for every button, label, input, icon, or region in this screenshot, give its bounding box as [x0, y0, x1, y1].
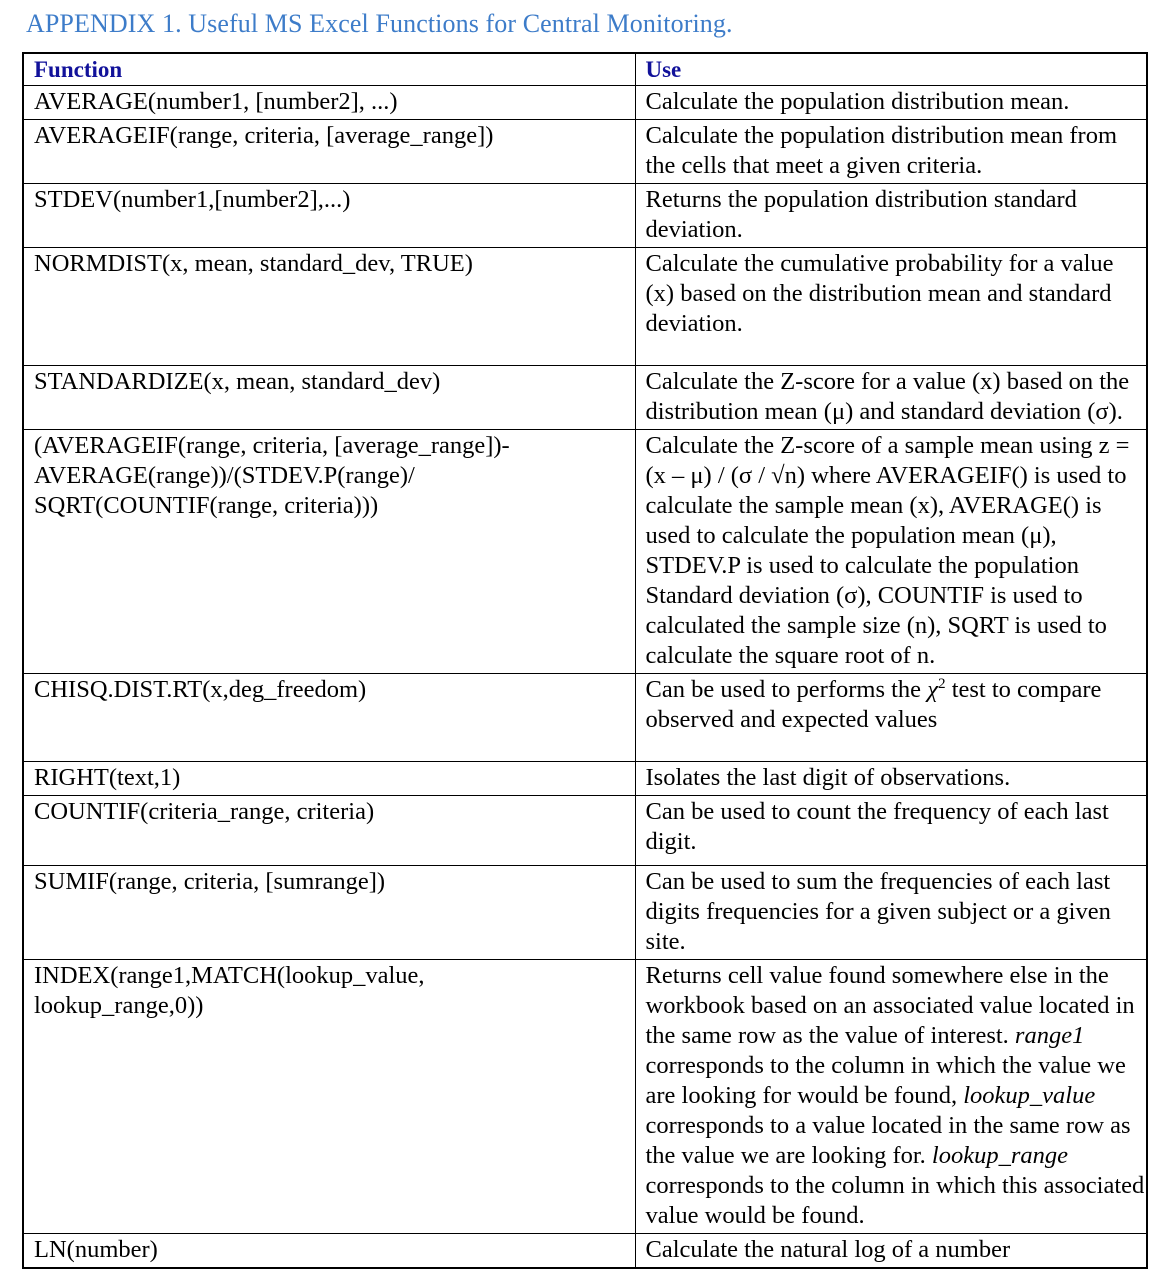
cell-function — [23, 960, 635, 1234]
function-text: RIGHT(text,1) — [34, 764, 181, 791]
cell-function — [23, 762, 635, 796]
function-line: lookup_range,0)) — [34, 992, 204, 1019]
use-text: corresponds to the column in which this associated value would be found. — [645, 1172, 1145, 1229]
cell-use — [635, 248, 1147, 366]
function-text: AVERAGEIF(range, criteria, [average_range]) — [34, 122, 494, 149]
use-emphasis: lookup_value — [963, 1082, 1096, 1109]
use-text: Calculate the natural log of a number — [645, 1236, 1011, 1263]
use-text: Isolates the last digit of observations. — [645, 764, 1011, 791]
use-text: Calculate the population distribution mean from the cells that meet a given criteria. — [645, 122, 1118, 179]
function-line: INDEX(range1,MATCH(lookup_value, — [34, 962, 425, 989]
cell-use — [635, 86, 1147, 120]
table-row — [23, 120, 1147, 184]
function-line: SQRT(COUNTIF(range, criteria))) — [34, 492, 379, 519]
cell-function — [23, 866, 635, 960]
function-text: STDEV(number1,[number2],...) — [34, 186, 351, 213]
use-text: Returns the population distribution standard deviation. — [645, 186, 1077, 243]
function-text: COUNTIF(criteria_range, criteria) — [34, 798, 375, 825]
use-text: Can be used to count the frequency of each last digit. — [645, 798, 1109, 855]
table-row — [23, 430, 1147, 674]
cell-function — [23, 366, 635, 430]
chi-exponent: 2 — [937, 674, 946, 692]
table-row — [23, 960, 1147, 1234]
table-row — [23, 184, 1147, 248]
page-title: APPENDIX 1. Useful MS Excel Functions for Central Monitoring. — [26, 9, 733, 38]
use-emphasis: lookup_range — [931, 1142, 1069, 1169]
cell-use — [635, 366, 1147, 430]
cell-use — [635, 1234, 1147, 1269]
cell-function — [23, 248, 635, 366]
cell-use — [635, 430, 1147, 674]
use-text: Calculate the population distribution mean. — [645, 88, 1070, 115]
column-header-function: Function — [23, 53, 635, 86]
function-text: NORMDIST(x, mean, standard_dev, TRUE) — [34, 250, 473, 277]
table-row — [23, 86, 1147, 120]
use-emphasis: range1 — [1014, 1022, 1085, 1049]
function-text: CHISQ.DIST.RT(x,deg_freedom) — [34, 676, 367, 703]
cell-function — [23, 1234, 635, 1269]
table-row — [23, 762, 1147, 796]
table-header-row — [23, 53, 1147, 86]
use-text: Calculate the Z-score for a value (x) based on the distribution mean (μ) and standard deviation (σ). — [645, 368, 1130, 425]
use-text: corresponds to a value located in the same row as the value we are looking for. — [645, 1112, 1131, 1169]
cell-use — [635, 120, 1147, 184]
cell-use — [635, 796, 1147, 866]
cell-use — [635, 184, 1147, 248]
cell-use — [635, 674, 1147, 762]
function-text: SUMIF(range, criteria, [sumrange]) — [34, 868, 386, 895]
cell-use — [635, 866, 1147, 960]
function-line: (AVERAGEIF(range, criteria, [average_range])- — [34, 432, 510, 459]
use-text: corresponds to the column in which the value we are looking for would be found, — [645, 1052, 1126, 1109]
cell-function — [23, 674, 635, 762]
function-text: AVERAGE(number1, [number2], ...) — [34, 88, 398, 115]
use-text: test to compare observed and expected values — [645, 676, 1102, 733]
function-text: STANDARDIZE(x, mean, standard_dev) — [34, 368, 441, 395]
table-row — [23, 674, 1147, 762]
cell-function — [23, 796, 635, 866]
functions-table-wrap — [22, 52, 1146, 1269]
table-row — [23, 248, 1147, 366]
cell-function — [23, 184, 635, 248]
cell-function — [23, 430, 635, 674]
use-text: Returns cell value found somewhere else in the workbook based on an associated value located in the same row as the value of interest. — [645, 962, 1135, 1049]
column-header-use: Use — [635, 53, 1147, 86]
cell-use — [635, 960, 1147, 1234]
table-row — [23, 866, 1147, 960]
table-head — [23, 53, 1147, 86]
table-row — [23, 366, 1147, 430]
function-text: LN(number) — [34, 1236, 158, 1263]
chi-symbol: χ — [927, 676, 938, 703]
use-text: Can be used to performs the — [645, 676, 928, 703]
use-text: Calculate the cumulative probability for a value (x) based on the distribution mean and standard deviation. — [645, 250, 1114, 337]
table-row — [23, 1234, 1147, 1269]
cell-function — [23, 120, 635, 184]
use-text: Calculate the Z-score of a sample mean using z = (x – μ) / (σ / √n) where AVERAGEIF() is used to calculate the sample mean (x), AVERAGE() is used to calculate the population mean (μ), STDEV.P is used to calculate the population Standard deviation (σ), COUNTIF is used to calculated the sample size (n), SQRT is used to calculate the square root of n. — [645, 432, 1130, 669]
table-body — [23, 86, 1147, 1269]
cell-function — [23, 86, 635, 120]
function-line: AVERAGE(range))/(STDEV.P(range)/ — [34, 462, 415, 489]
table-row — [23, 796, 1147, 866]
use-text: Can be used to sum the frequencies of each last digits frequencies for a given subject or a given site. — [645, 868, 1111, 955]
cell-use — [635, 762, 1147, 796]
excel-functions-table — [22, 52, 1148, 1269]
